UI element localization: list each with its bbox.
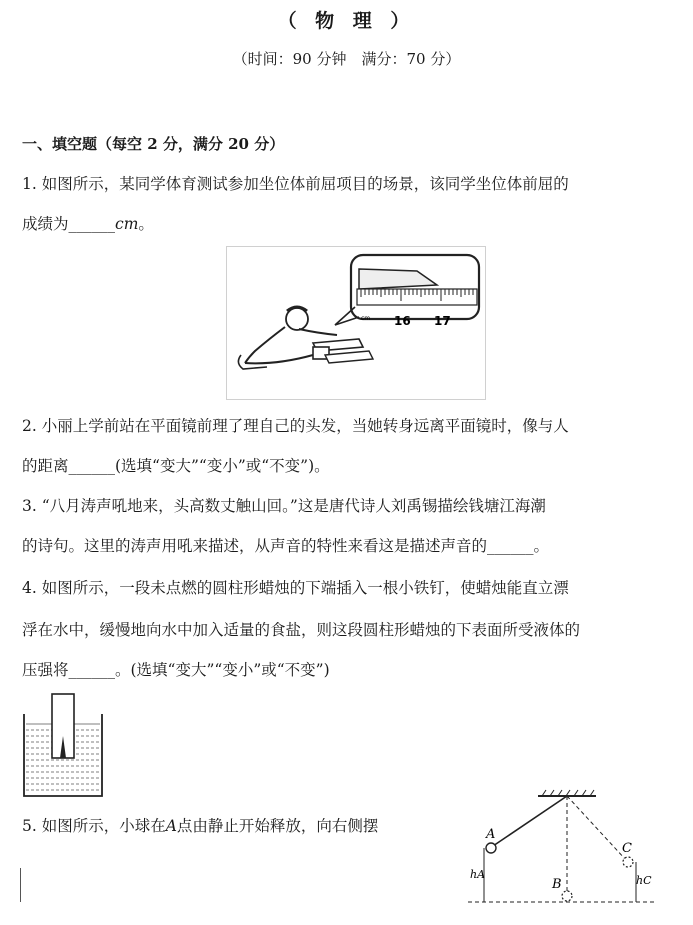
label-ha: hA xyxy=(470,868,486,881)
question-4-line-3: 压强将______。(选填“变大”“变小”或“不变”) xyxy=(22,661,330,679)
section-heading: 一、填空题（每空 2 分，满分 20 分） xyxy=(22,135,285,153)
student-seat xyxy=(238,355,267,369)
question-1-line-2 xyxy=(22,212,154,234)
question-4-line-2: 浮在水中，缓慢地向水中加入适量的食盐，则这段圆柱形蜡烛的下表面所受液体的 xyxy=(22,621,581,639)
ball-b xyxy=(562,891,572,901)
pendulum-string-c xyxy=(567,796,626,860)
margin-mark xyxy=(20,868,21,902)
question-1-prefix: 成绩为______ xyxy=(22,215,116,233)
student-arm xyxy=(299,329,337,335)
label-c: C xyxy=(622,841,632,856)
question-3-line-1: 3. “八月涛声吼地来，头高数丈触山回。”这是唐代诗人刘禹锡描绘钱塘江海潮 xyxy=(22,497,546,515)
question-1-line-1: 1. 如图所示，某同学体育测试参加坐位体前屈项目的场景，该同学坐位体前屈的 xyxy=(22,175,569,193)
student-head xyxy=(286,308,308,330)
test-box-base xyxy=(325,351,373,363)
question-4-line-1: 4. 如图所示，一段未点燃的圆柱形蜡烛的下端插入一根小铁钉，使蜡烛能直立漂 xyxy=(22,579,569,597)
question-3-line-2: 的诗句。这里的涛声用吼来描述，从声音的特性来看这是描述声音的______。 xyxy=(22,537,550,555)
floating-candle-drawing xyxy=(20,690,110,800)
question-2-line-1: 2. 小丽上学前站在平面镜前理了理自己的头发，当她转身远离平面镜时，像与人 xyxy=(22,417,569,435)
sit-and-reach-figure xyxy=(226,246,486,400)
question-5-text-b: 点由静止开始释放，向右侧摆 xyxy=(176,817,379,835)
page-title: （ 物 理 ） xyxy=(277,10,416,32)
ruler-unit-label: cm xyxy=(361,315,371,322)
pendulum-drawing xyxy=(466,784,666,918)
label-hc: hC xyxy=(636,874,652,887)
student-back xyxy=(245,327,285,363)
question-5-text-a: 5. 如图所示，小球在 xyxy=(22,817,166,835)
student-legs xyxy=(245,355,313,363)
label-a: A xyxy=(486,827,496,842)
question-2-line-2: 的距离______(选填“变大”“变小”或“不变”)。 xyxy=(22,457,330,475)
ball-c xyxy=(623,857,633,867)
sit-and-reach-drawing xyxy=(227,247,485,399)
pendulum-string-a xyxy=(493,796,567,846)
question-5-line-1 xyxy=(22,814,378,836)
question-1-suffix: 。 xyxy=(138,215,154,233)
ball-a xyxy=(486,843,496,853)
ruler-label-17: 17 xyxy=(434,314,451,328)
ruler-label-16: 16 xyxy=(394,314,411,328)
question-1-unit: cm xyxy=(115,215,139,233)
exam-info: （时间：90 分钟 满分：70 分） xyxy=(232,50,461,68)
pendulum-figure xyxy=(466,784,666,918)
question-5-point-a: A xyxy=(165,817,177,835)
floating-candle-figure xyxy=(20,690,110,800)
label-b: B xyxy=(552,877,562,892)
